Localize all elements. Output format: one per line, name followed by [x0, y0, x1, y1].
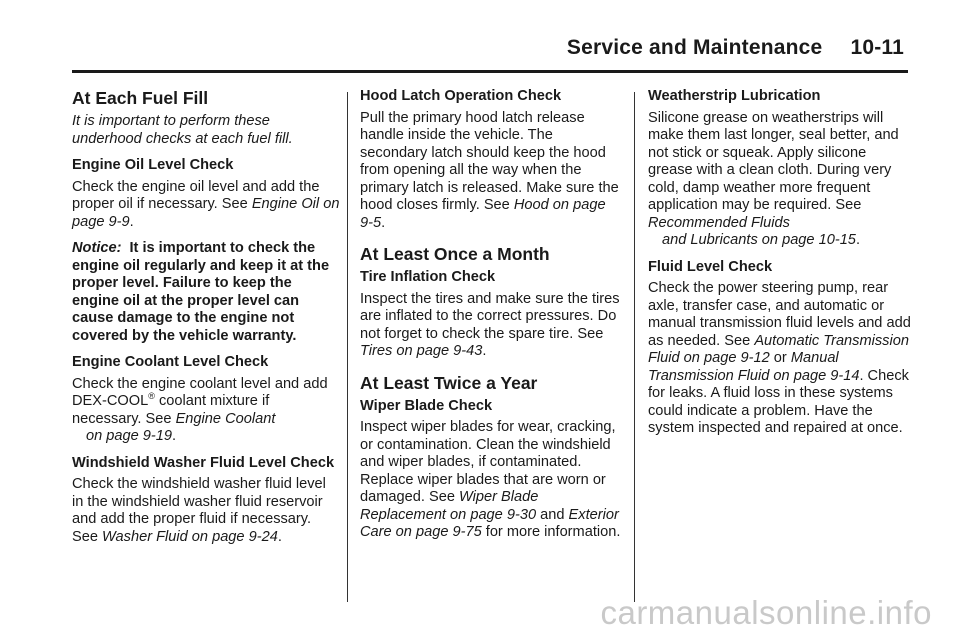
wiper-text: Inspect wiper blades for wear, cracking, or contamination. Clean the windshield and wiper blades, if contaminated. Replace wiper blades that are worn or damaged. See	[360, 419, 616, 505]
notice-paragraph	[72, 240, 340, 345]
wiper-reference-1: Wiper Blade Replacement on page 9-30	[360, 489, 539, 523]
heading-engine-oil-check: Engine Oil Level Check	[72, 157, 234, 173]
coolant-text-b: coolant mixture if necessary. See	[72, 393, 270, 427]
coolant-paragraph: Check the engine coolant level and add DEX-COOL® coolant mixture if necessary. See Engine Coolant on page 9-19.	[72, 375, 328, 444]
coolant-reference-a: Engine Coolant	[175, 410, 276, 427]
column-3	[648, 88, 912, 447]
tire-reference: Tires on page 9-43	[360, 343, 483, 359]
fluid-paragraph	[648, 280, 912, 438]
page-number: 10-11	[850, 36, 904, 59]
coolant-text-a: Check the engine coolant level and add DEX-COOL	[72, 375, 328, 409]
page-header	[567, 36, 904, 60]
column-1	[72, 88, 340, 555]
washer-paragraph: Check the windshield washer fluid level in the windshield washer fluid reservoir and add the proper fluid if necessary. See Washer Fluid on page 9-24.	[72, 476, 326, 545]
heading-each-fuel-fill: At Each Fuel Fill	[72, 88, 209, 108]
weatherstrip-text: Silicone grease on weatherstrips will make them last longer, seal better, and not stick or squeak. Apply silicone grease with a clean cloth. During very cold, damp weather more frequent application may be required. See	[648, 109, 899, 213]
fluid-end-text: . Check for leaks. A fluid loss in these systems could indicate a problem. Have the system inspected and repaired at once.	[648, 367, 909, 436]
tire-text: Inspect the tires and make sure the tires are inflated to the correct pressures. Do not forget to check the spare tire. See	[360, 290, 620, 342]
hood-reference: Hood on page 9-5	[360, 197, 606, 231]
hood-paragraph: Pull the primary hood latch release handle inside the vehicle. The secondary latch should keep the hood from opening all the way when the primary latch is released. Make sure the hood closes firmly. See Hood on page 9-5.	[360, 109, 619, 231]
header-rule	[72, 70, 908, 73]
heading-wiper-blade-check: Wiper Blade Check	[360, 397, 493, 414]
weatherstrip-reference-a: Recommended Fluids	[648, 214, 790, 231]
column-divider-2	[634, 92, 635, 602]
fluid-reference-2: Manual Transmission Fluid on page 9-14	[648, 350, 860, 384]
wiper-end-text: for more information.	[485, 524, 621, 540]
engine-oil-reference: Engine Oil on page 9-9	[72, 196, 340, 230]
registered-mark: ®	[148, 391, 155, 402]
weatherstrip-reference-b: and Lubricants on page 10-15	[662, 232, 856, 248]
heading-fluid-level-check: Fluid Level Check	[648, 258, 773, 275]
tire-paragraph: Inspect the tires and make sure the tires are inflated to the correct pressures. Do not forget to check the spare tire. See Tires on page 9-43.	[360, 290, 620, 359]
fluid-text: Check the power steering pump, rear axle, transfer case, and automatic or manual transmission fluid levels and add as needed. See	[648, 280, 911, 349]
watermark: carmanualsonline.info	[600, 594, 932, 631]
column-divider-1	[347, 92, 348, 602]
heading-twice-a-year: At Least Twice a Year	[360, 372, 538, 393]
fluid-reference-1: Automatic Transmission Fluid on page 9-12	[648, 332, 909, 366]
heading-washer-check: Windshield Washer Fluid Level Check	[72, 454, 335, 471]
engine-oil-paragraph: Check the engine oil level and add the proper oil if necessary. See Engine Oil on page 9-9.	[72, 178, 340, 230]
heading-tire-inflation-check: Tire Inflation Check	[360, 269, 496, 285]
fuel-fill-intro: It is important to perform these underhood checks at each fuel fill.	[72, 113, 293, 147]
section-title: Service and Maintenance	[566, 36, 823, 59]
wiper-reference-2: Exterior Care on page 9-75	[360, 506, 619, 540]
washer-reference: Washer Fluid on page 9-24	[102, 528, 278, 545]
heading-once-a-month: At Least Once a Month	[360, 244, 550, 264]
heading-weatherstrip-lubrication: Weatherstrip Lubrication	[648, 88, 821, 104]
coolant-reference-b: on page 9-19	[86, 428, 173, 444]
notice-label: Notice:	[72, 240, 122, 256]
fluid-or: or	[773, 350, 787, 366]
hood-text: Pull the primary hood latch release handle inside the vehicle. The secondary latch should keep the hood from opening all the way when the primary latch is released. Make sure the hood closes firmly. See	[360, 109, 619, 213]
washer-text: Check the windshield washer fluid level in the windshield washer fluid reservoir and add the proper fluid if necessary. See	[72, 476, 326, 545]
wiper-and: and	[540, 506, 565, 523]
heading-hood-latch-check: Hood Latch Operation Check	[360, 88, 562, 104]
engine-oil-text: Check the engine oil level and add the proper oil if necessary. See	[72, 178, 320, 212]
wiper-paragraph	[360, 419, 622, 542]
heading-coolant-check: Engine Coolant Level Check	[72, 354, 269, 370]
weatherstrip-paragraph: Silicone grease on weatherstrips will make them last longer, seal better, and not stick or squeak. Apply silicone grease with a clean cloth. During very cold, damp weather more frequent application may be required. See Recommended Fluids and Lubricants on page 10-15.	[648, 109, 899, 248]
column-2	[360, 88, 622, 551]
notice-text: It is important to check the engine oil regularly and keep it at the proper level. Failure to keep the engine oil at the proper level can cause damage to the engine not covered by the vehicle warranty.	[72, 240, 330, 344]
